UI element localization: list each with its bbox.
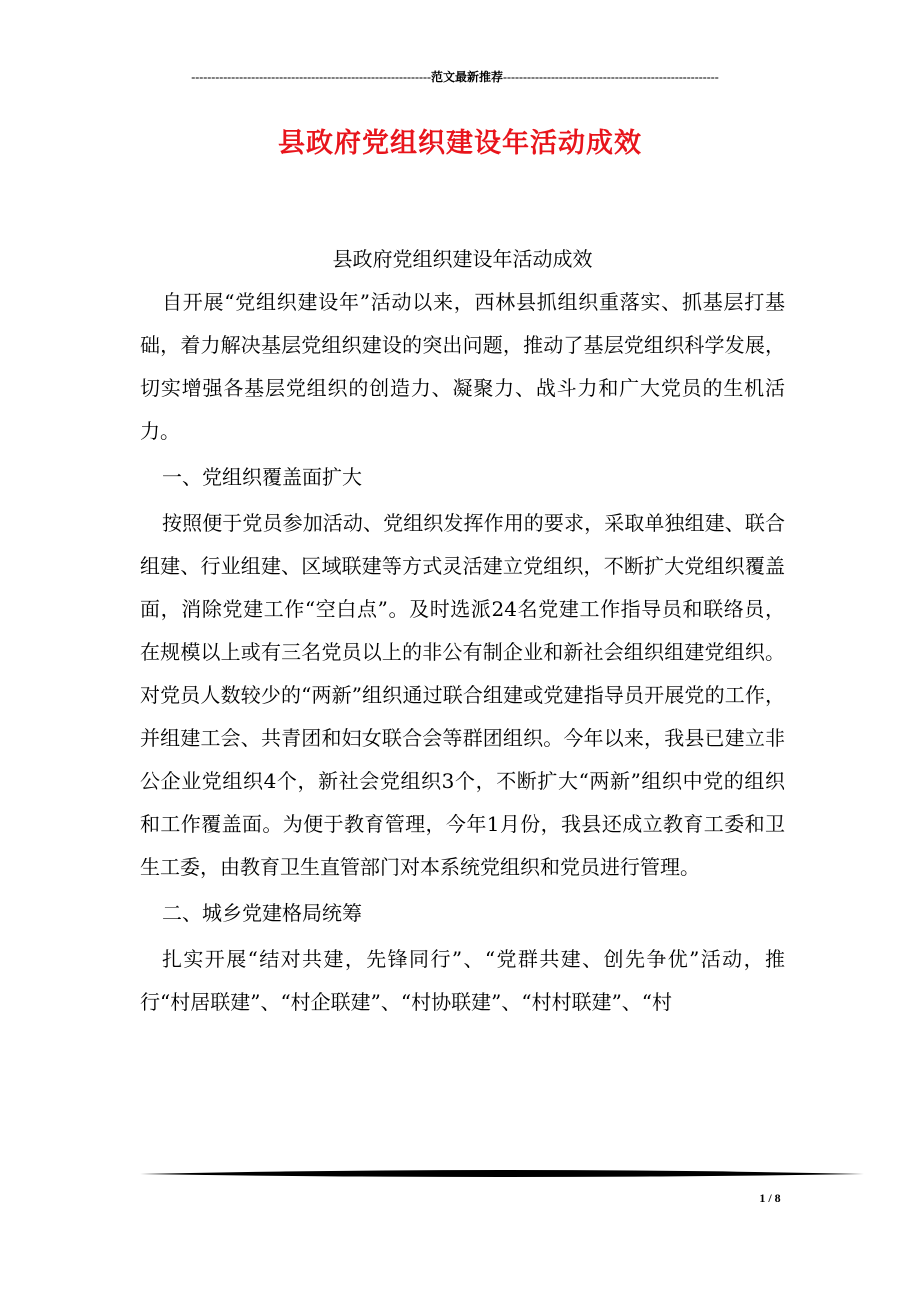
page-header: ------------------------------------------------------------范文最新推荐------------------------------------------------------: [191, 70, 719, 84]
paragraph-section-2: 扎实开展“结对共建，先锋同行”、“党群共建、创先争优”活动，推行“村居联建”、“村企联建”、“村协联建”、“村村联建”、“村: [140, 947, 785, 1014]
paragraph-section-1: 按照便于党员参加活动、党组织发挥作用的要求，采取单独组建、联合组建、行业组建、区域联建等方式灵活建立党组织，不断扩大党组织覆盖面，消除党建工作“空白点”。及时选派24名党建工作指导员和联络员，在规模以上或有三名党员以上的非公有制企业和新社会组织组建党组织。对党员人数较少的“两新”组织通过联合组建或党建指导员开展党的工作，并组建工会、共青团和妇女联合会等群团组织。今年以来，我县已建立非公企业党组织4个，新社会党组织3个，不断扩大“两新”组织中党的组织和工作覆盖面。为便于教育管理，今年1月份，我县还成立教育工委和卫生工委，由教育卫生直管部门对本系统党组织和党员进行管理。: [140, 511, 785, 879]
document-body: [140, 238, 785, 1024]
section-heading-1: 一、党组织覆盖面扩大: [162, 465, 362, 489]
page-number: 1 / 8: [759, 1191, 781, 1205]
document-subtitle: 县政府党组织建设年活动成效: [332, 247, 593, 271]
footer-divider: [140, 1167, 864, 1181]
section-heading-2: 二、城乡党建格局统筹: [162, 901, 362, 925]
document-title: 县政府党组织建设年活动成效: [278, 128, 642, 159]
paragraph-intro: 自开展“党组织建设年”活动以来，西林县抓组织重落实、抓基层打基础，着力解决基层党组织建设的突出问题，推动了基层党组织科学发展，切实增强各基层党组织的创造力、凝聚力、战斗力和广大党员的生机活力。: [140, 290, 785, 443]
